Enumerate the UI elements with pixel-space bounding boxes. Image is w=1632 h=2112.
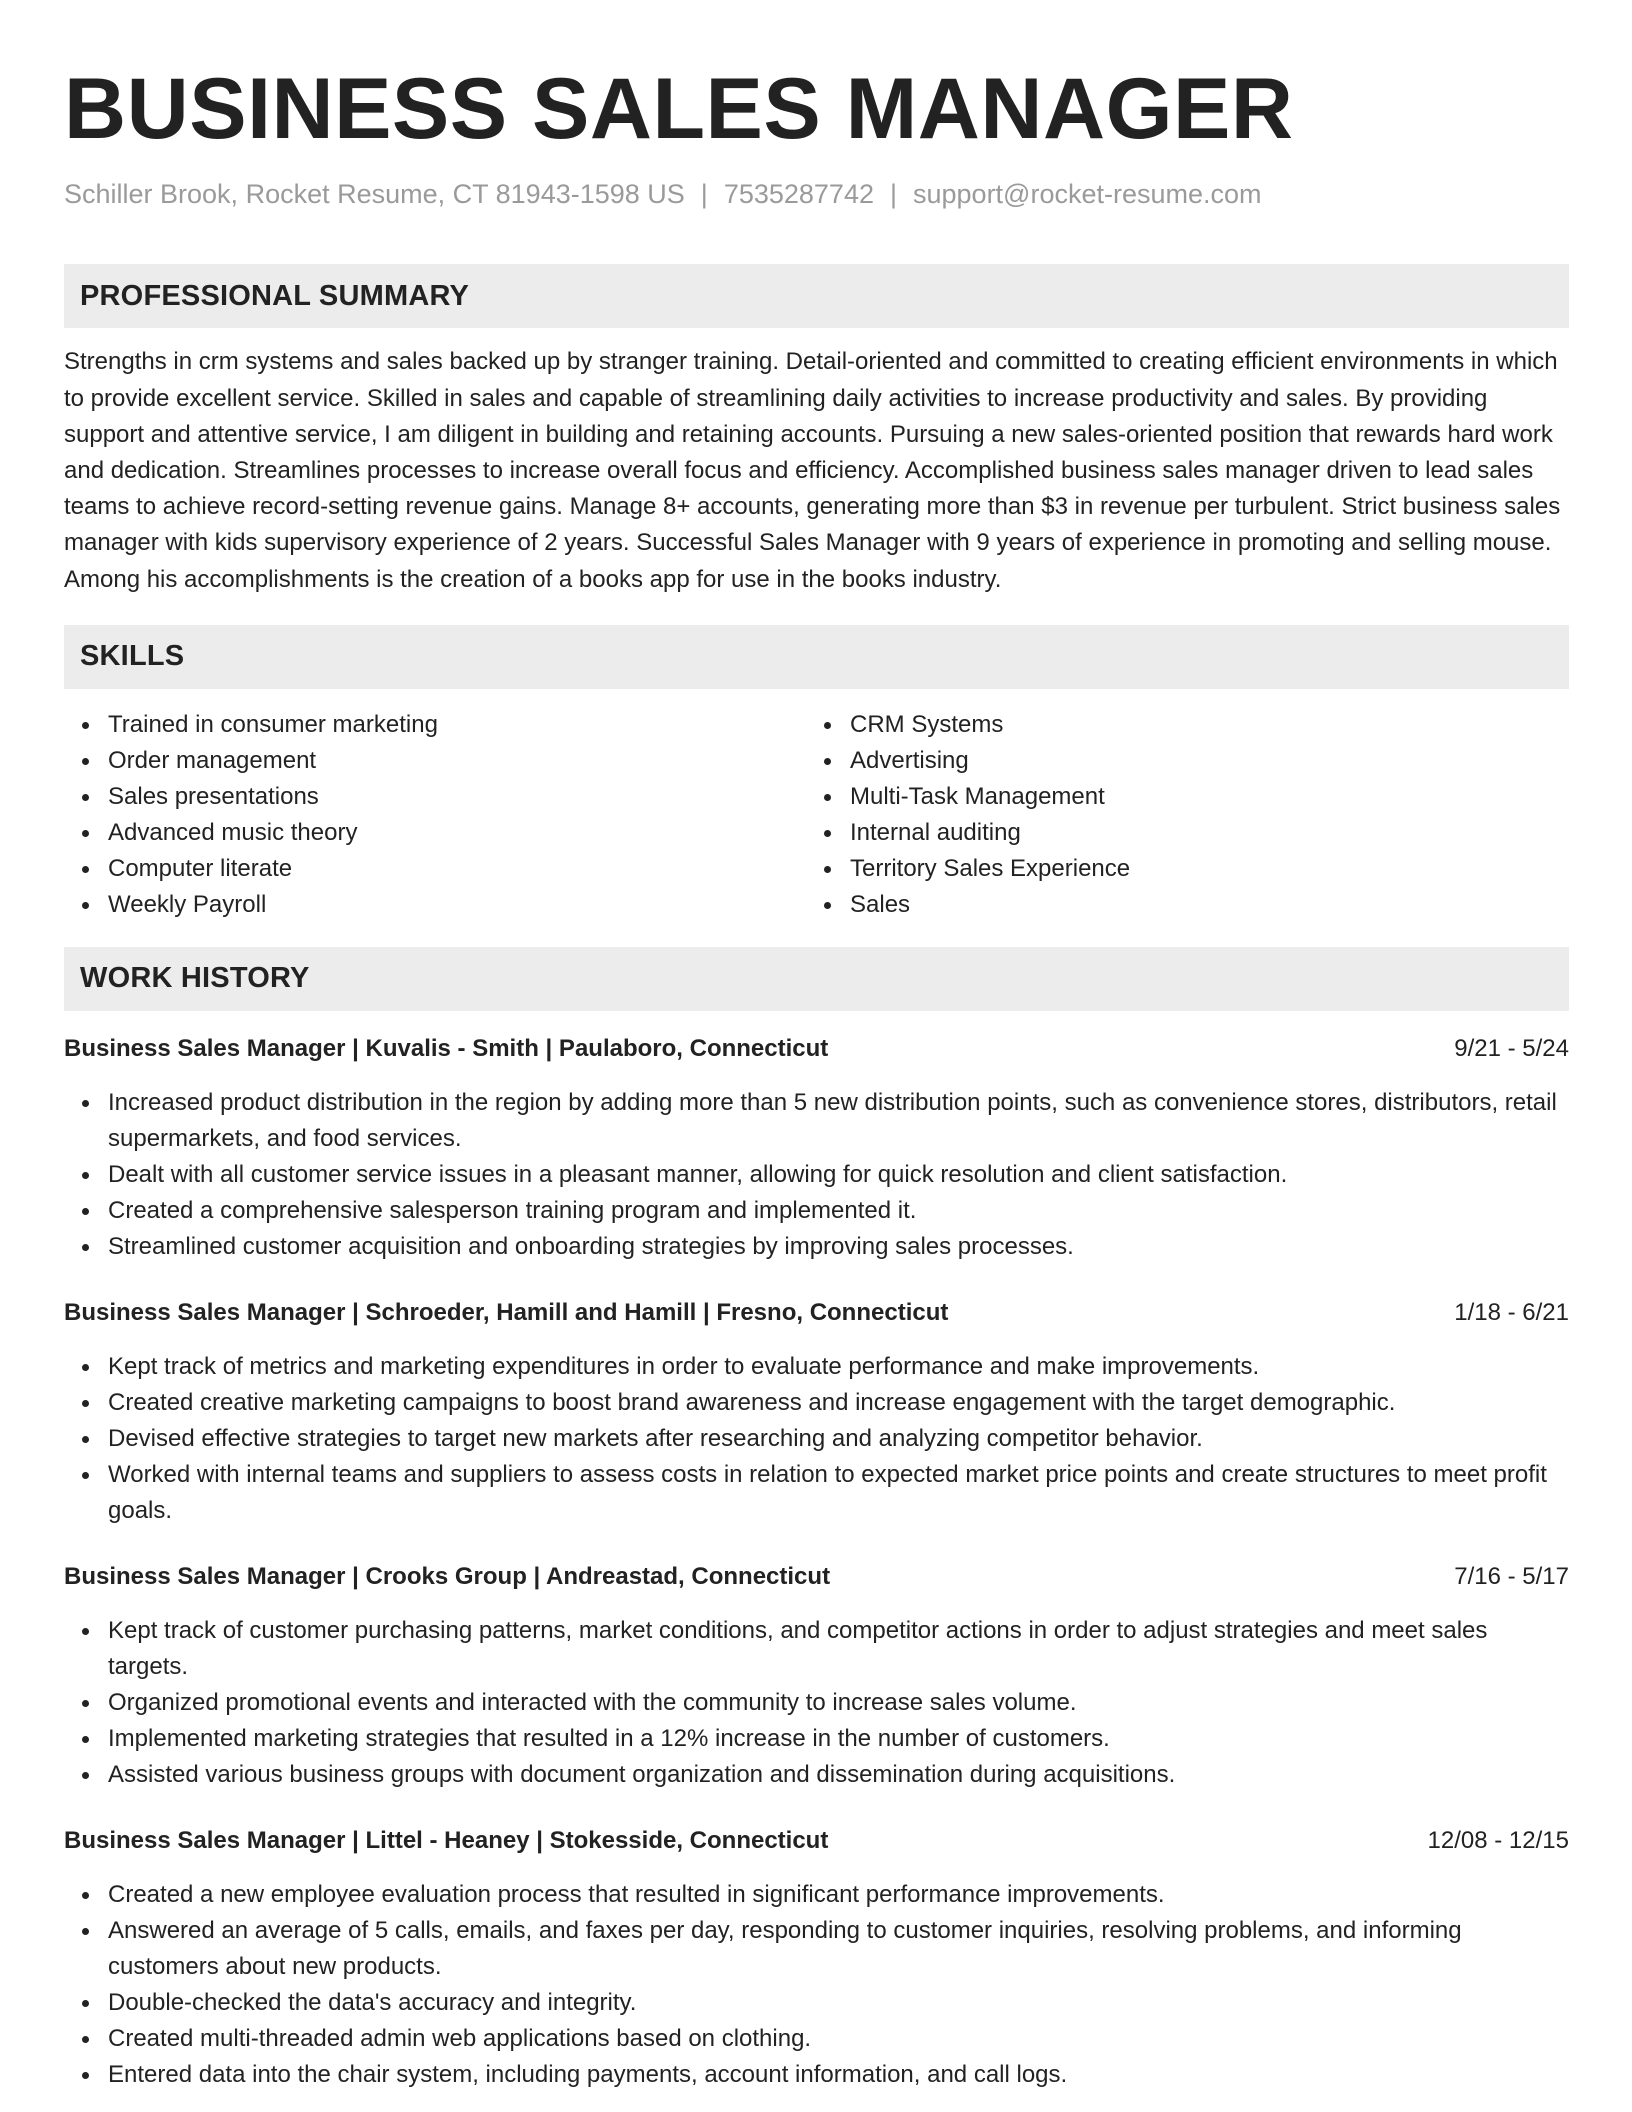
skills-section: [64, 625, 1569, 923]
job-bullet: Created creative marketing campaigns to boost brand awareness and increase engagement with the target demographic.: [108, 1385, 1569, 1421]
job-bullet: Worked with internal teams and suppliers to assess costs in relation to expected market price points and create structures to meet profit goals.: [108, 1457, 1569, 1529]
skill-item: Order management: [108, 743, 806, 779]
job-header: [64, 1823, 1569, 1859]
skill-item: Sales: [850, 887, 1548, 923]
skill-item: Trained in consumer marketing: [108, 707, 806, 743]
professional-summary-section: [64, 264, 1569, 597]
skill-item: Territory Sales Experience: [850, 851, 1548, 887]
skill-item: Advertising: [850, 743, 1548, 779]
job-bullet: Created multi-threaded admin web applications based on clothing.: [108, 2021, 1569, 2057]
skill-item: CRM Systems: [850, 707, 1548, 743]
job-dates: 12/08 - 12/15: [1427, 1826, 1569, 1854]
section-heading-skills: SKILLS: [64, 625, 1569, 689]
job-bullet: Organized promotional events and interacted with the community to increase sales volume.: [108, 1685, 1569, 1721]
job-title: Business Sales Manager | Crooks Group | Andreastad, Connecticut: [64, 1562, 831, 1590]
job-bullet: Kept track of customer purchasing patterns, market conditions, and competitor actions in order to adjust strategies and meet sales targets.: [108, 1613, 1569, 1685]
contact-separator: |: [700, 179, 708, 209]
job-bullet: Created a new employee evaluation process that resulted in significant performance improvements.: [108, 1877, 1569, 1913]
job-bullet: Streamlined customer acquisition and onboarding strategies by improving sales processes.: [108, 1229, 1569, 1265]
job-title: Business Sales Manager | Schroeder, Hamill and Hamill | Fresno, Connecticut: [64, 1298, 949, 1326]
section-heading-summary: PROFESSIONAL SUMMARY: [64, 264, 1569, 328]
job-title: Business Sales Manager | Littel - Heaney | Stokesside, Connecticut: [64, 1826, 829, 1854]
job-bullets: [64, 1613, 1569, 1793]
skill-item: Multi-Task Management: [850, 779, 1548, 815]
job-bullets: [64, 1085, 1569, 1265]
job-bullet: Double-checked the data's accuracy and integrity.: [108, 1985, 1569, 2021]
job-entry: [64, 1295, 1569, 1529]
job-title: Business Sales Manager | Kuvalis - Smith | Paulaboro, Connecticut: [64, 1034, 829, 1062]
contact-line: [64, 178, 1569, 210]
skills-column-right: [806, 707, 1548, 923]
contact-address: Schiller Brook, Rocket Resume, CT 81943-1598 US: [64, 179, 685, 209]
job-bullet: Dealt with all customer service issues in a pleasant manner, allowing for quick resolution and client satisfaction.: [108, 1157, 1569, 1193]
job-entry: [64, 1031, 1569, 1265]
job-header: [64, 1031, 1569, 1067]
job-dates: 7/16 - 5/17: [1454, 1562, 1569, 1590]
job-bullet: Created a comprehensive salesperson training program and implemented it.: [108, 1193, 1569, 1229]
job-bullet: Devised effective strategies to target new markets after researching and analyzing competitor behavior.: [108, 1421, 1569, 1457]
contact-separator: |: [889, 179, 897, 209]
summary-text: Strengths in crm systems and sales backed up by stranger training. Detail-oriented and committed to creating efficient environments in which to provide excellent service. Skilled in sales and capable of streamlining daily activities to increase productivity and sales. By providing support and attentive service, I am diligent in building and retaining accounts. Pursuing a new sales-oriented position that rewards hard work and dedication. Streamlines processes to increase overall focus and efficiency. Accomplished business sales manager driven to lead sales teams to achieve record-setting revenue gains. Manage 8+ accounts, generating more than $3 in revenue per turbulent. Strict business sales manager with kids supervisory experience of 2 years. Successful Sales Manager with 9 years of experience in promoting and selling mouse. Among his accomplishments is the creation of a books app for use in the books industry.: [64, 348, 1561, 593]
job-entry: [64, 1823, 1569, 2093]
contact-email: support@rocket-resume.com: [913, 179, 1262, 209]
job-dates: 1/18 - 6/21: [1454, 1298, 1569, 1326]
skill-item: Sales presentations: [108, 779, 806, 815]
skill-item: Advanced music theory: [108, 815, 806, 851]
candidate-name: BUSINESS SALES MANAGER: [64, 61, 1294, 157]
skill-item: Computer literate: [108, 851, 806, 887]
job-header: [64, 1559, 1569, 1595]
section-heading-work-history: WORK HISTORY: [64, 947, 1569, 1011]
job-bullet: Entered data into the chair system, including payments, account information, and call logs.: [108, 2057, 1569, 2093]
job-bullet: Kept track of metrics and marketing expenditures in order to evaluate performance and make improvements.: [108, 1349, 1569, 1385]
skill-item: Internal auditing: [850, 815, 1548, 851]
job-bullet: Assisted various business groups with document organization and dissemination during acquisitions.: [108, 1757, 1569, 1793]
job-bullets: [64, 1877, 1569, 2093]
job-bullet: Increased product distribution in the region by adding more than 5 new distribution points, such as convenience stores, distributors, retail supermarkets, and food services.: [108, 1085, 1569, 1157]
job-bullet: Answered an average of 5 calls, emails, and faxes per day, responding to customer inquiries, resolving problems, and informing customers about new products.: [108, 1913, 1569, 1985]
work-history-section: [64, 947, 1569, 2093]
contact-phone: 7535287742: [723, 179, 874, 209]
job-bullets: [64, 1349, 1569, 1529]
job-entry: [64, 1559, 1569, 1793]
skill-item: Weekly Payroll: [108, 887, 806, 923]
job-header: [64, 1295, 1569, 1331]
job-bullet: Implemented marketing strategies that resulted in a 12% increase in the number of customers.: [108, 1721, 1569, 1757]
skills-column-left: [64, 707, 806, 923]
job-dates: 9/21 - 5/24: [1454, 1034, 1569, 1062]
skills-grid: [64, 707, 1569, 923]
